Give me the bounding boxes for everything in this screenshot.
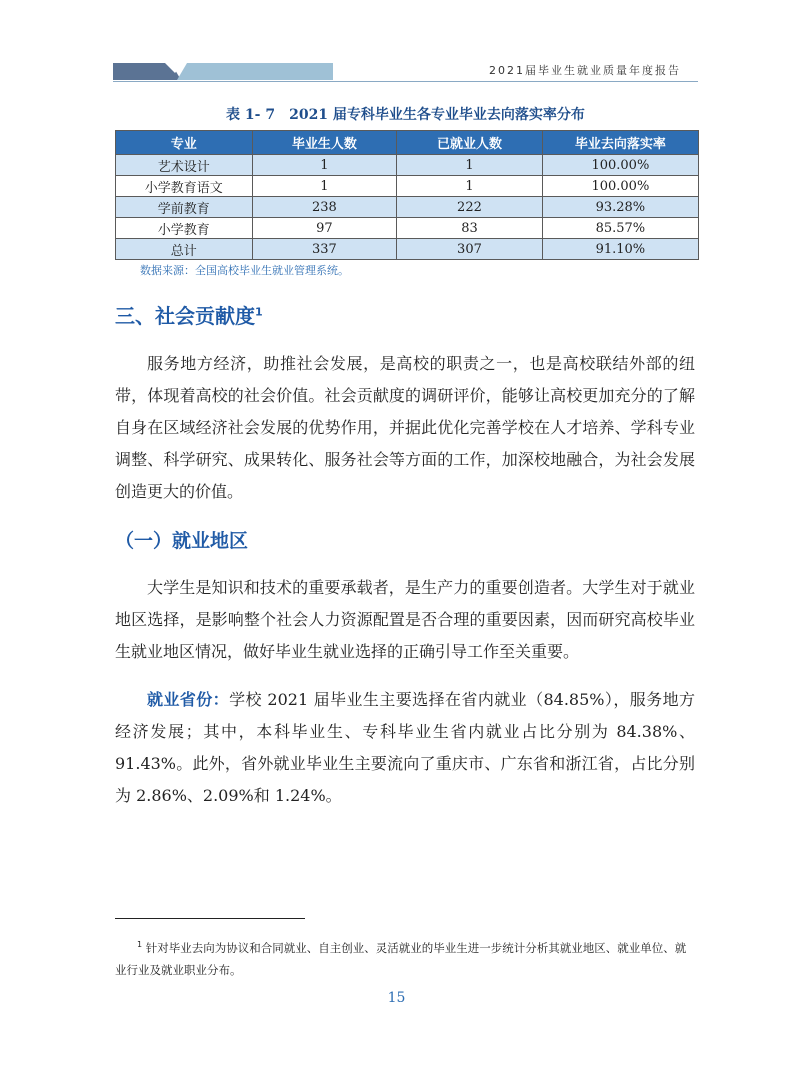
cell-major: 艺术设计 — [116, 155, 253, 176]
column-header-major: 专业 — [116, 131, 253, 155]
table-row — [116, 197, 699, 218]
cell-major: 小学教育语文 — [116, 176, 253, 197]
cell-major: 总计 — [116, 239, 253, 260]
table-header-row — [116, 131, 699, 155]
header-rule — [113, 81, 698, 82]
footnote-mark: 1 — [137, 940, 143, 949]
cell-graduates: 1 — [252, 155, 397, 176]
cell-employed: 1 — [397, 176, 543, 197]
footnote-rule — [115, 918, 305, 919]
cell-employed: 307 — [397, 239, 543, 260]
cell-rate: 100.00% — [542, 176, 698, 197]
cell-employed: 83 — [397, 218, 543, 239]
header-banner — [113, 63, 333, 80]
column-header-employed: 已就业人数 — [397, 131, 543, 155]
employment-province-paragraph — [115, 684, 695, 812]
footnote-text: 针对毕业去向为协议和合同就业、自主创业、灵活就业的毕业生进一步统计分析其就业地区、就业单位、就业行业及就业职业分布。 — [115, 940, 687, 977]
cell-rate: 100.00% — [542, 155, 698, 176]
cell-rate: 91.10% — [542, 239, 698, 260]
cell-major: 小学教育 — [116, 218, 253, 239]
cell-rate: 85.57% — [542, 218, 698, 239]
cell-employed: 1 — [397, 155, 543, 176]
cell-graduates: 238 — [252, 197, 397, 218]
cell-major: 学前教育 — [116, 197, 253, 218]
paragraph-lead: 就业省份： — [147, 690, 230, 709]
table-caption: 表 1- 7 2021 届专科毕业生各专业毕业去向落实率分布 — [226, 107, 585, 123]
column-header-rate: 毕业去向落实率 — [542, 131, 698, 155]
section-title: 三、社会贡献度 — [115, 304, 255, 328]
cell-graduates: 1 — [252, 176, 397, 197]
table-row — [116, 218, 699, 239]
cell-rate: 93.28% — [542, 197, 698, 218]
section-paragraph: 服务地方经济，助推社会发展，是高校的职责之一，也是高校联结外部的纽带，体现着高校的社会价值。社会贡献度的调研评价，能够让高校更加充分的了解自身在区域经济社会发展的优势作用，并据此优化完善学校在人才培养、学科专业调整、科学研究、成果转化、服务社会等方面的工作，加深校地融合，为社会发展创造更大的价值。 — [115, 354, 695, 501]
table-row — [116, 155, 699, 176]
subsection-paragraph: 大学生是知识和技术的重要承载者，是生产力的重要创造者。大学生对于就业地区选择，是影响整个社会人力资源配置是否合理的重要因素，因而研究高校毕业生就业地区情况，做好毕业生就业选择的正确引导工作至关重要。 — [115, 578, 695, 661]
subsection-heading: （一）就业地区 — [115, 530, 249, 552]
cell-graduates: 97 — [252, 218, 397, 239]
header-title: 2021届毕业生就业质量年度报告 — [489, 64, 681, 77]
table-row-total — [116, 239, 699, 260]
placement-rate-table — [115, 130, 699, 260]
footnote — [115, 934, 695, 981]
page-number: 15 — [387, 990, 406, 1006]
section-heading — [115, 300, 263, 329]
cell-employed: 222 — [397, 197, 543, 218]
column-header-graduates: 毕业生人数 — [252, 131, 397, 155]
paragraph-text: 学校 2021 届毕业生主要选择在省内就业（84.85%），服务地方经济发展；其中，本科毕业生、专科毕业生省内就业占比分别为 84.38%、91.43%。此外，省外就业毕业生主要流向了重庆市、广东省和浙江省，占比分别为 2.86%、2.09%和 1.24%。 — [115, 690, 695, 805]
table-row — [116, 176, 699, 197]
table-source-note: 数据来源：全国高校毕业生就业管理系统。 — [140, 264, 349, 277]
footnote-reference: 1 — [255, 305, 263, 319]
cell-graduates: 337 — [252, 239, 397, 260]
